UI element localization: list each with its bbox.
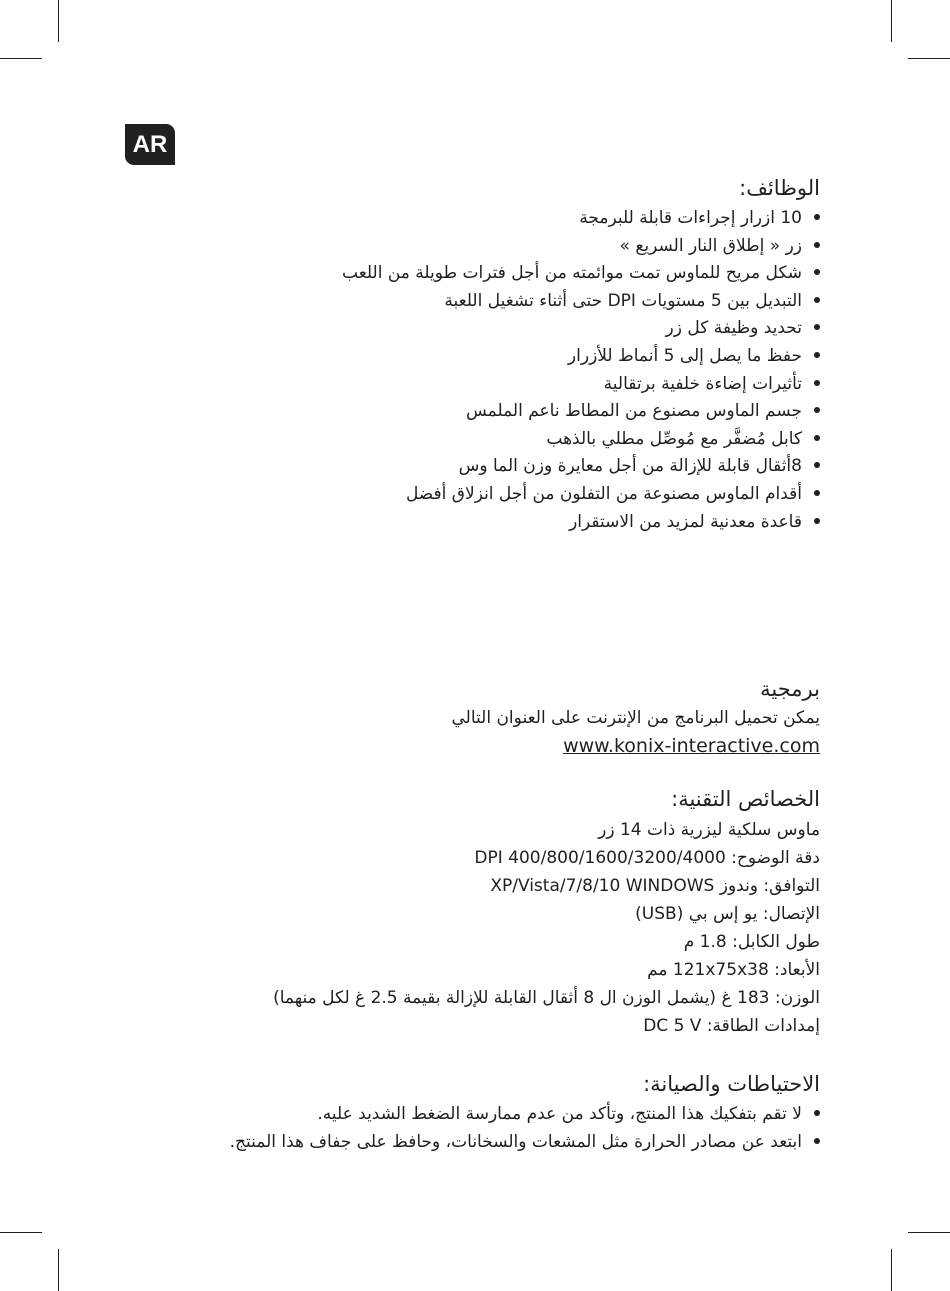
bullet-icon bbox=[814, 490, 820, 496]
spec-line: إمدادات الطاقة: DC 5 V bbox=[643, 1016, 820, 1036]
crop-mark-top-right-vertical bbox=[891, 0, 892, 42]
bullet-icon bbox=[814, 462, 820, 468]
spec-line: التوافق: وندوز XP/Vista/7/8/10 WINDOWS bbox=[490, 876, 820, 896]
list-item: تأثيرات إضاءة خلفية برتقالية bbox=[342, 371, 820, 399]
list-item: كابل مُضفَّر مع مُوصِّل مطلي بالذهب bbox=[342, 426, 820, 454]
list-item: قاعدة معدنية لمزيد من الاستقرار bbox=[342, 509, 820, 537]
software-heading: برمجية bbox=[760, 677, 820, 701]
crop-mark-bottom-left-vertical bbox=[58, 1249, 59, 1291]
bullet-icon bbox=[814, 214, 820, 220]
specs-section bbox=[273, 784, 820, 1040]
bullet-icon bbox=[814, 324, 820, 330]
spec-line: ماوس سلكية ليزرية ذات 14 زر bbox=[598, 820, 820, 840]
list-item: ابتعد عن مصادر الحرارة مثل المشعات والسخانات، وحافظ على جفاف هذا المنتج. bbox=[230, 1129, 820, 1157]
bullet-icon bbox=[814, 1138, 820, 1144]
bullet-icon bbox=[814, 269, 820, 275]
bullet-icon bbox=[814, 435, 820, 441]
list-item: التبديل بين 5 مستويات DPI حتى أثناء تشغيل اللعبة bbox=[342, 288, 820, 316]
functions-heading: الوظائف: bbox=[739, 176, 820, 200]
bullet-icon bbox=[814, 1110, 820, 1116]
spec-line: دقة الوضوح: DPI 400/800/1600/3200/4000 bbox=[474, 848, 820, 868]
functions-list bbox=[342, 205, 820, 536]
list-item: أقدام الماوس مصنوعة من التفلون من أجل انزلاق أفضل bbox=[342, 481, 820, 509]
specs-heading: الخصائص التقنية: bbox=[671, 787, 820, 811]
list-item: شكل مريح للماوس تمت موائمته من أجل فترات طويلة من اللعب bbox=[342, 260, 820, 288]
spec-line: الوزن: 183 غ (يشمل الوزن ال 8 أثقال القابلة للإزالة بقيمة 2.5 غ لكل منهما) bbox=[273, 988, 820, 1008]
spec-line: طول الكابل: 1.8 م bbox=[683, 932, 820, 952]
crop-mark-top-right-horizontal bbox=[908, 58, 950, 59]
list-item: لا تقم بتفكيك هذا المنتج، وتأكد من عدم ممارسة الضغط الشديد عليه. bbox=[230, 1101, 820, 1129]
bullet-icon bbox=[814, 380, 820, 386]
bullet-icon bbox=[814, 242, 820, 248]
crop-mark-bottom-left-horizontal bbox=[0, 1232, 42, 1233]
crop-mark-top-left-vertical bbox=[58, 0, 59, 42]
precautions-list bbox=[230, 1101, 820, 1156]
bullet-icon bbox=[814, 352, 820, 358]
list-item: زر « إطلاق النار السريع » bbox=[342, 233, 820, 261]
list-item: 10 ازرار إجراءات قابلة للبرمجة bbox=[342, 205, 820, 233]
list-item: حفظ ما يصل إلى 5 أنماط للأزرار bbox=[342, 343, 820, 371]
spec-line: الإتصال: يو إس بي (USB) bbox=[635, 904, 820, 924]
bullet-icon bbox=[814, 407, 820, 413]
precautions-heading: الاحتياطات والصيانة: bbox=[643, 1072, 820, 1096]
software-section bbox=[451, 674, 820, 760]
crop-mark-bottom-right-vertical bbox=[891, 1249, 892, 1291]
language-badge: AR bbox=[125, 124, 175, 165]
list-item: تحديد وظيفة كل زر bbox=[342, 315, 820, 343]
crop-mark-bottom-right-horizontal bbox=[908, 1232, 950, 1233]
functions-section bbox=[342, 173, 820, 536]
spec-line: الأبعاد: 121x75x38 مم bbox=[647, 960, 820, 980]
crop-mark-top-left-horizontal bbox=[0, 58, 42, 59]
software-description: يمكن تحميل البرنامج من الإنترنت على العنوان التالي bbox=[451, 708, 820, 728]
list-item: جسم الماوس مصنوع من المطاط ناعم الملمس bbox=[342, 398, 820, 426]
precautions-section bbox=[230, 1069, 820, 1156]
website-link[interactable]: www.konix-interactive.com bbox=[563, 735, 820, 757]
bullet-icon bbox=[814, 518, 820, 524]
bullet-icon bbox=[814, 297, 820, 303]
list-item: 8أثقال قابلة للإزالة من أجل معايرة وزن الما وس bbox=[342, 453, 820, 481]
